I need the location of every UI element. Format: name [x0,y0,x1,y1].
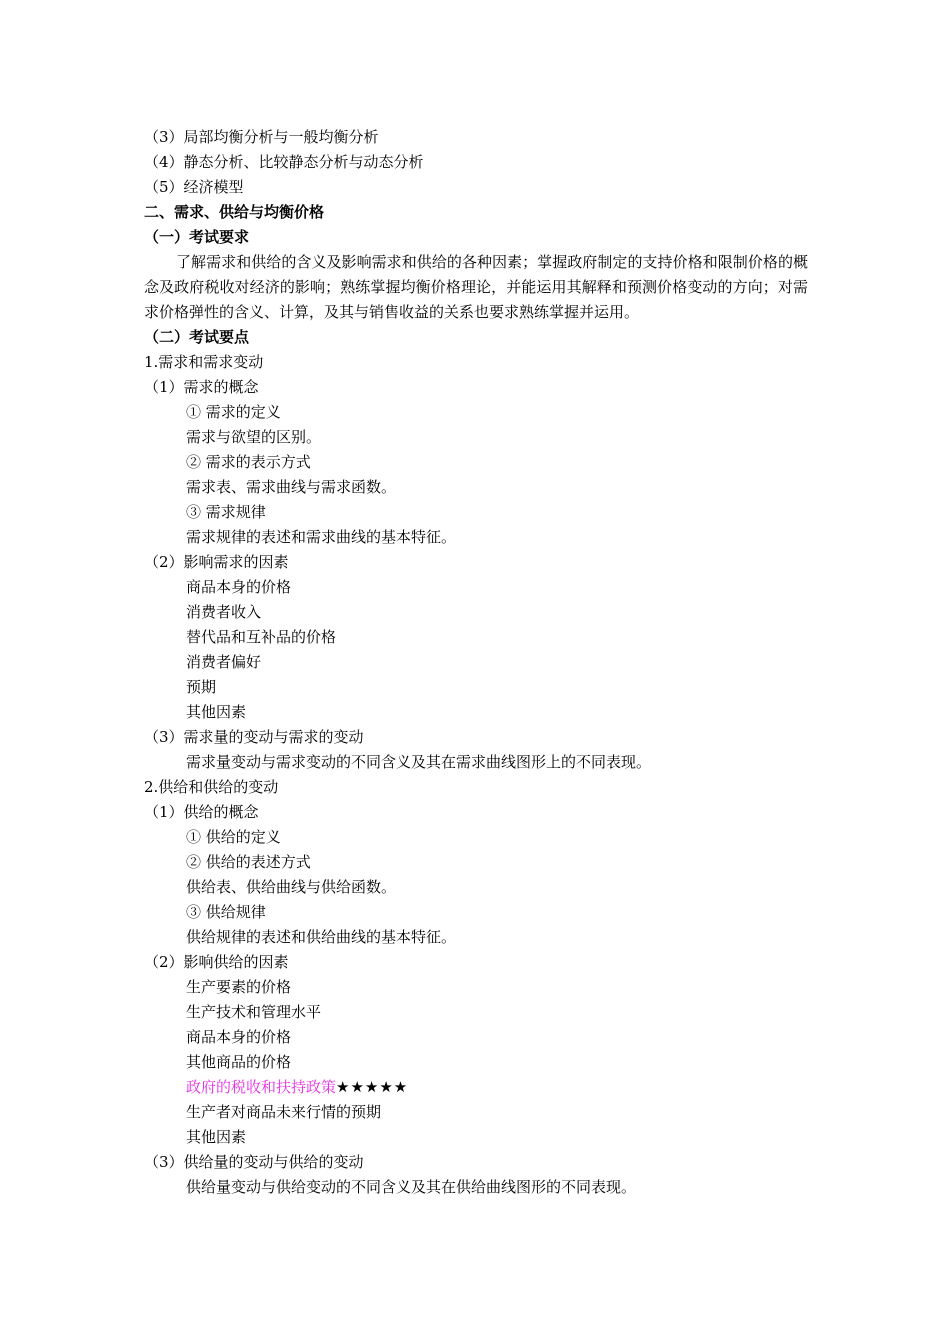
outline-subitem: ② 需求的表示方式 [186,453,311,471]
outline-item: （2）影响需求的因素 [144,553,289,571]
outline-subitem: 需求量变动与需求变动的不同含义及其在需求曲线图形上的不同表现。 [186,753,652,771]
outline-subitem: 其他因素 [186,703,247,721]
outline-subitem: 供给量变动与供给变动的不同含义及其在供给曲线图形的不同表现。 [186,1178,637,1196]
outline-subitem: 生产技术和管理水平 [186,1003,322,1021]
outline-item: （1）供给的概念 [144,803,259,821]
outline-subitem: 其他因素 [186,1128,247,1146]
outline-subitem: 替代品和互补品的价格 [186,628,337,646]
outline-subitem: 供给规律的表述和供给曲线的基本特征。 [186,928,457,946]
subsection-heading-key-points: （二）考试要点 [144,328,250,346]
outline-subitem: ① 需求的定义 [186,403,281,421]
outline-subitem: 其他商品的价格 [186,1053,292,1071]
highlighted-text: 政府的税收和扶持政策 [186,1078,337,1096]
outline-subitem: 需求表、需求曲线与需求函数。 [186,478,397,496]
outline-subitem: ③ 供给规律 [186,903,266,921]
outline-item: （5）经济模型 [144,178,244,196]
highlighted-item [144,1075,810,1100]
outline-subitem: 供给表、供给曲线与供给函数。 [186,878,397,896]
outline-subitem: 商品本身的价格 [186,578,292,596]
outline-subitem: 需求规律的表述和需求曲线的基本特征。 [186,528,457,546]
outline-subitem: 需求与欲望的区别。 [186,428,322,446]
outline-subitem: 生产者对商品未来行情的预期 [186,1103,382,1121]
outline-subitem: 商品本身的价格 [186,1028,292,1046]
outline-subitem: ② 供给的表述方式 [186,853,311,871]
star-rating: ★★★★★ [336,1078,409,1096]
outline-item: （3）需求量的变动与需求的变动 [144,728,364,746]
outline-subitem: ① 供给的定义 [186,828,281,846]
outline-item: （4）静态分析、比较静态分析与动态分析 [144,153,424,171]
outline-item: （3）局部均衡分析与一般均衡分析 [144,128,379,146]
outline-subitem: 消费者收入 [186,603,262,621]
subsection-heading-requirements: （一）考试要求 [144,228,250,246]
topic-heading-demand: 1.需求和需求变动 [144,353,264,371]
outline-item: （2）影响供给的因素 [144,953,289,971]
outline-item: （3）供给量的变动与供给的变动 [144,1153,364,1171]
outline-item: （1）需求的概念 [144,378,259,396]
outline-subitem: 预期 [186,678,217,696]
document-body [144,125,810,1200]
topic-heading-supply: 2.供给和供给的变动 [144,778,279,796]
outline-subitem: 生产要素的价格 [186,978,292,996]
section-heading: 二、需求、供给与均衡价格 [144,203,325,221]
outline-subitem: ③ 需求规律 [186,503,266,521]
outline-subitem: 消费者偏好 [186,653,262,671]
requirements-paragraph: 了解需求和供给的含义及影响需求和供给的各种因素；掌握政府制定的支持价格和限制价格的概念及政府税收对经济的影响；熟练掌握均衡价格理论，并能运用其解释和预测价格变动的方向；对需求价格弹性的含义、计算，及其与销售收益的关系也要求熟练掌握并运用。 [144,253,808,321]
